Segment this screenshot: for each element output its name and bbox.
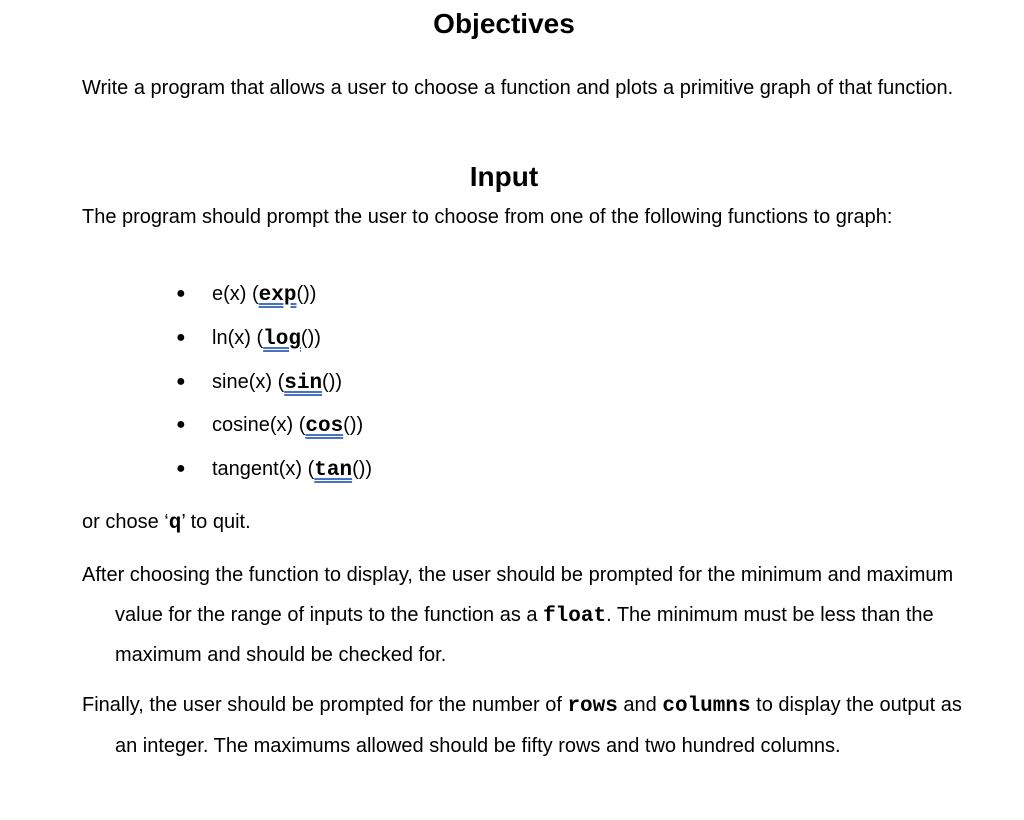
range-text-after: . The minimum must be less than the maximum and should be checked for. — [115, 603, 934, 666]
objectives-paragraph: Write a program that allows a user to choose a function and plots a primitive graph of that function. — [82, 77, 954, 99]
rows-code: rows — [567, 695, 618, 718]
bullet-icon: ● — [176, 416, 186, 433]
float-code: float — [543, 604, 607, 628]
quit-paragraph — [82, 503, 942, 543]
range-paragraph — [82, 556, 975, 676]
columns-code: columns — [662, 695, 751, 718]
function-label: e(x) ( — [212, 283, 259, 305]
rows-columns-paragraph — [82, 686, 975, 766]
exp-link[interactable]: exp — [258, 284, 297, 307]
function-label: cosine(x) ( — [212, 414, 306, 436]
quit-text-after: ’ to quit. — [181, 511, 251, 533]
function-label: tangent(x) ( — [212, 458, 315, 480]
tan-link[interactable]: tan — [314, 459, 353, 482]
final-text-before: Finally, the user should be prompted for the number of — [82, 694, 568, 716]
quit-key-code: q — [168, 512, 182, 535]
function-label: sine(x) ( — [212, 371, 285, 393]
cos-link[interactable]: cos — [305, 415, 344, 438]
final-text-middle: and — [617, 694, 663, 716]
objectives-heading: Objectives — [433, 8, 575, 39]
quit-text-before: or chose ‘ — [82, 511, 169, 533]
bullet-icon: ● — [176, 329, 186, 346]
range-text-before: After choosing the function to display, the user should be prompted for the minimum and maximum value for the range of inputs to the function as a — [82, 564, 954, 626]
final-text-after: to display the output as an integer. The maximums allowed should be fifty rows and two hundred columns. — [115, 694, 962, 757]
log-link[interactable]: log — [263, 328, 301, 351]
function-suffix: ()) — [296, 283, 317, 305]
function-suffix: ()) — [352, 458, 373, 480]
bullet-icon: ● — [176, 460, 186, 477]
bullet-icon: ● — [176, 373, 186, 390]
function-label: ln(x) ( — [212, 327, 264, 349]
function-suffix: ()) — [300, 327, 321, 349]
input-heading: Input — [469, 161, 539, 192]
sin-link[interactable]: sin — [284, 372, 323, 395]
function-suffix: ()) — [343, 414, 364, 436]
bullet-icon: ● — [176, 285, 186, 302]
function-suffix: ()) — [322, 371, 343, 393]
input-prompt-paragraph: The program should prompt the user to choose from one of the following functions to graph: — [82, 206, 893, 228]
